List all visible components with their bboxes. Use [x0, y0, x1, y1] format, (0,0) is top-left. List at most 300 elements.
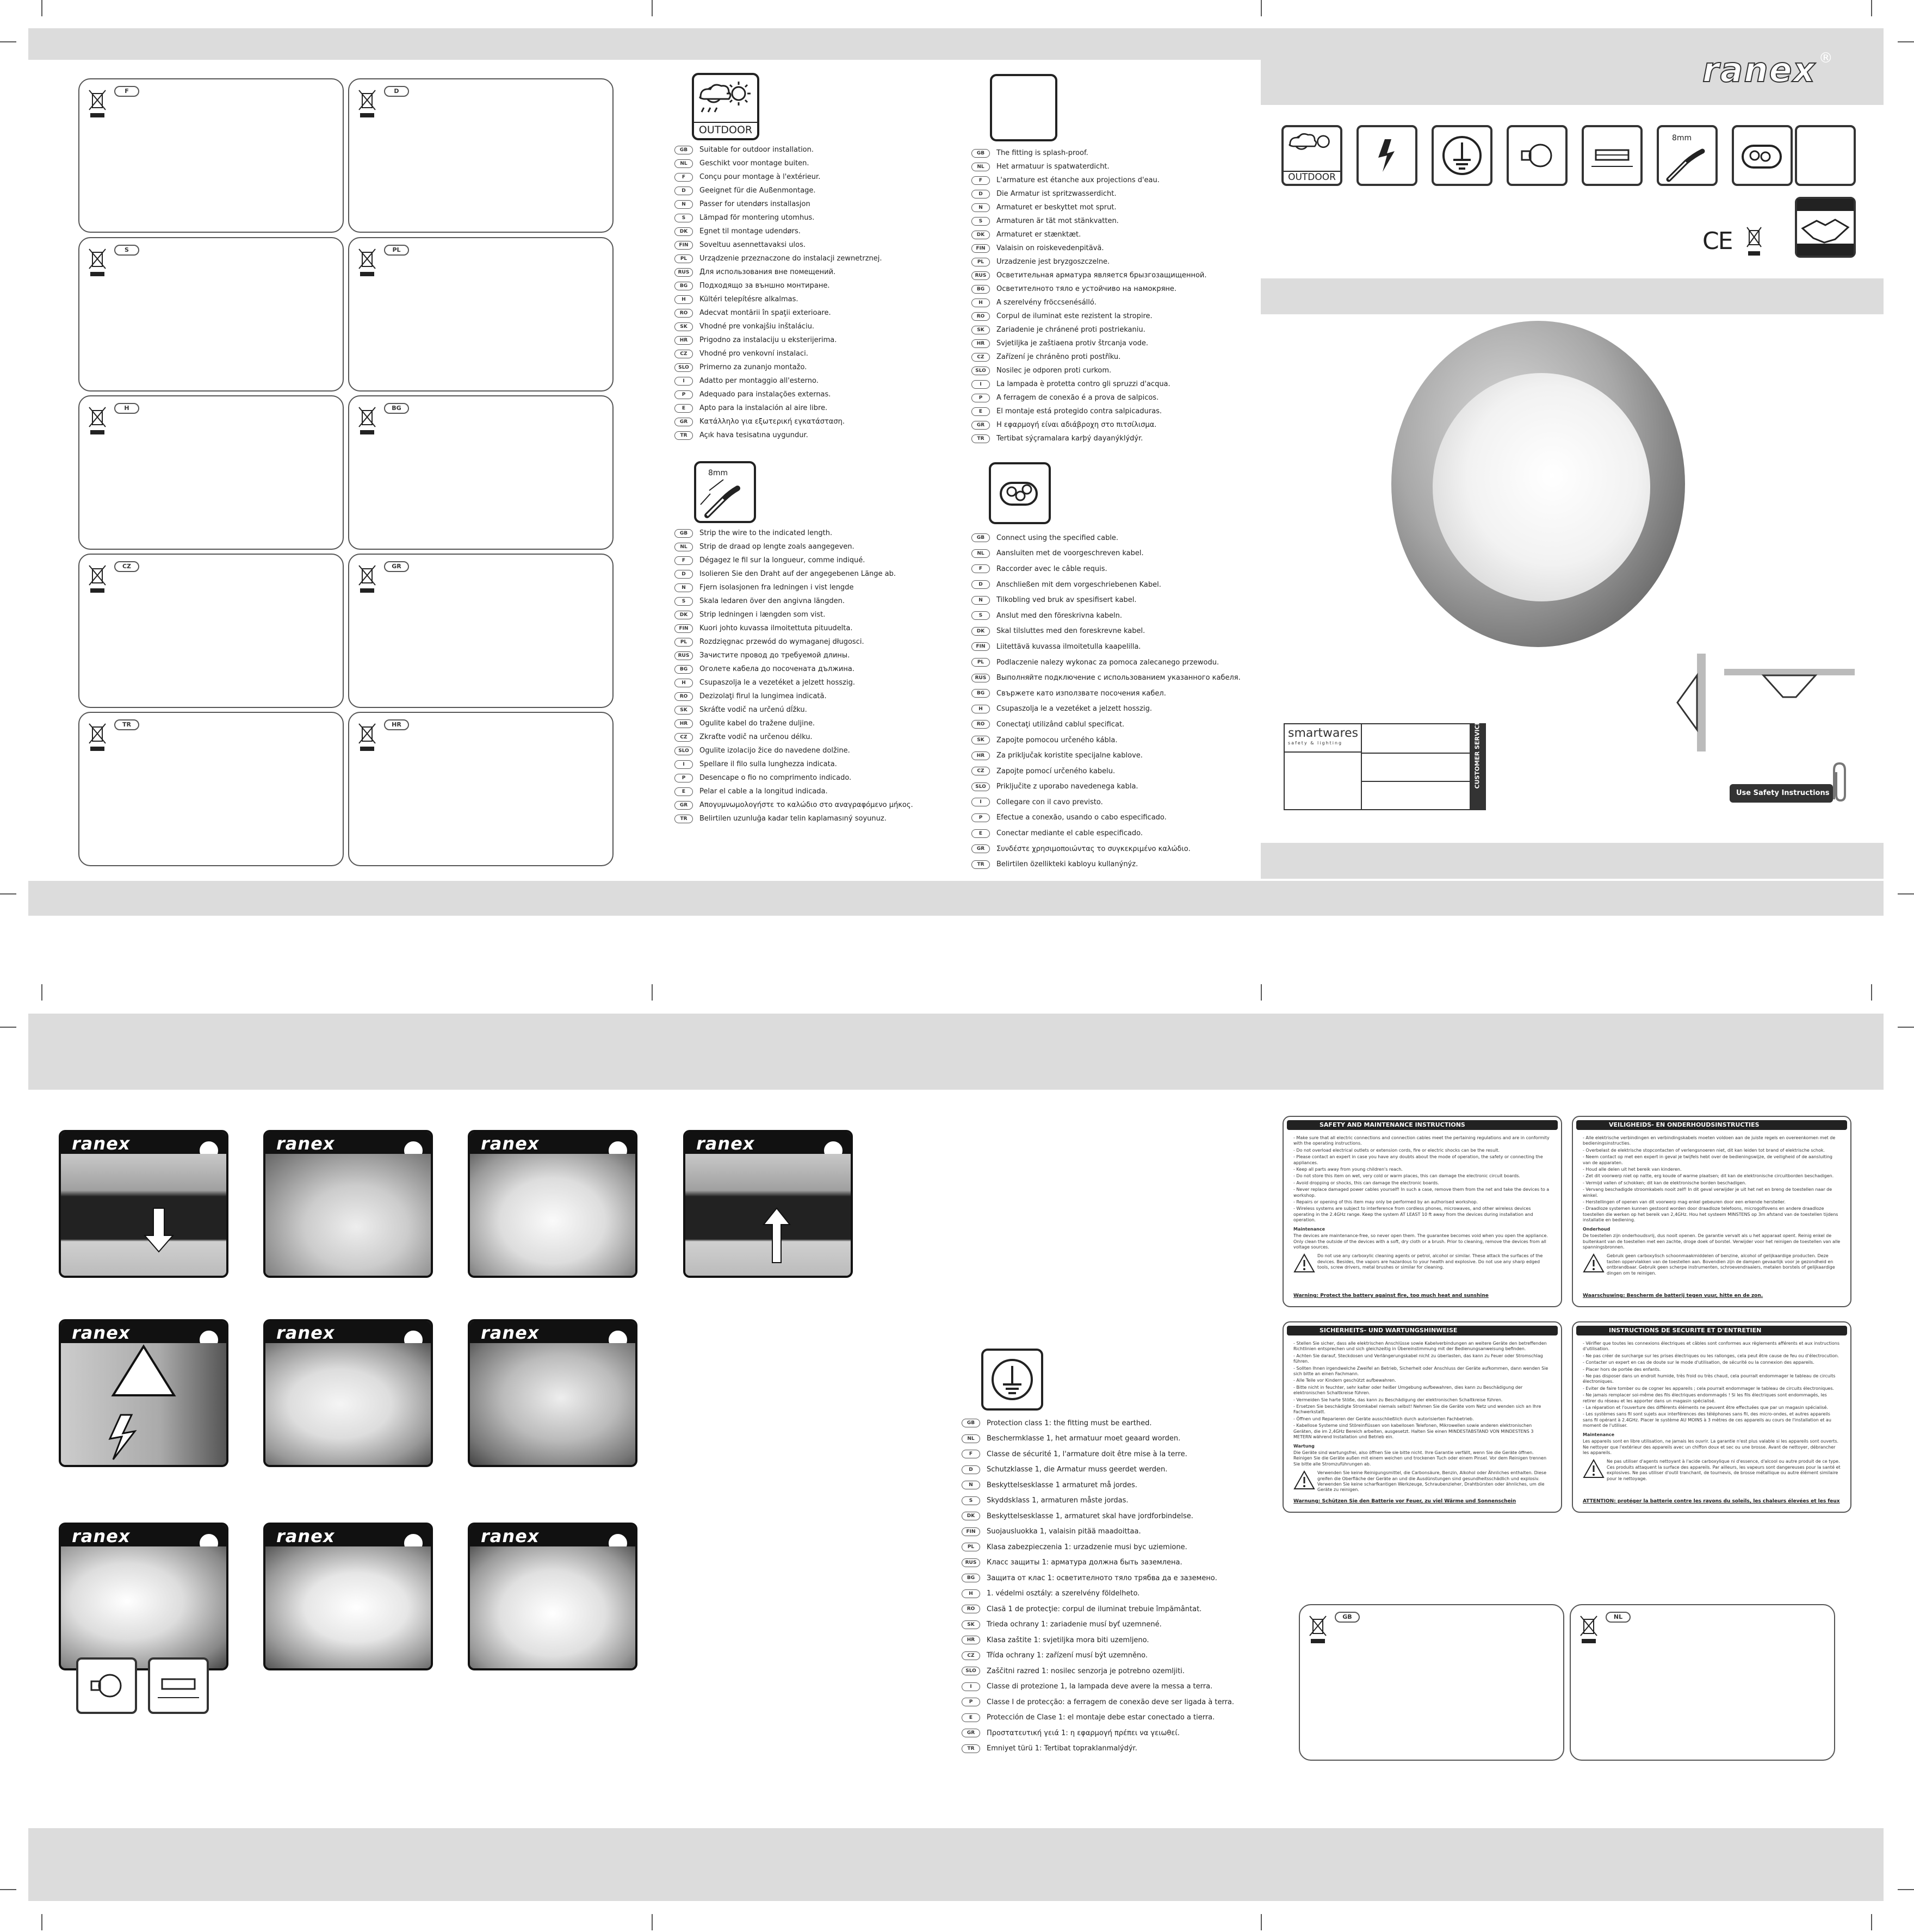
- language-code: P: [971, 813, 990, 822]
- arrow-up-icon: [685, 1154, 851, 1278]
- language-code: RUS: [674, 268, 693, 277]
- wire-icon: [696, 477, 754, 521]
- instruction-text: Ogulite izolacijo žice do navedene dolžine.: [699, 747, 850, 755]
- instruction-text: Зачистите провод до требуемой длины.: [699, 651, 850, 660]
- instruction-text: Zariadenie je chránené proti postriekaniu.: [996, 326, 1145, 334]
- language-code: D: [674, 570, 693, 579]
- language-code: SK: [674, 706, 693, 715]
- weee-bin-icon: [358, 88, 376, 119]
- bottom-band-right: [1261, 843, 1884, 879]
- language-line: [971, 686, 1241, 701]
- instruction-text: Класс защиты 1: арматура должна быть заземлена.: [987, 1558, 1182, 1567]
- language-code: D: [971, 190, 990, 198]
- second-sheet-bottom-band: [28, 1828, 1884, 1901]
- language-line: [674, 785, 913, 798]
- instruction-text: Conçu pour montage à l'extérieur.: [699, 173, 821, 181]
- instruction-text: Skyddsklass 1, armaturen måste jordas.: [987, 1496, 1129, 1505]
- safety-bullet: - Achten Sie darauf, Steckdosen und Verlängerungskabel nicht zu überlasten, das kann zu Feuer oder Stromschlag führen.: [1293, 1353, 1543, 1364]
- instruction-text: Beschermklasse 1, het armatuur moet geaard worden.: [987, 1434, 1181, 1443]
- instruction-text: Prigodno za instalaciju u eksterijerima.: [699, 336, 837, 344]
- language-code: RUS: [971, 271, 990, 280]
- sun-rain-icon: [694, 77, 757, 121]
- language-line: [971, 282, 1207, 296]
- language-line: [674, 526, 913, 540]
- instruction-text: Κατάλληλο για εξωτερική εγκατάσταση.: [699, 418, 845, 426]
- weee-bin-icon: [358, 247, 376, 277]
- weee-bin-icon: [88, 405, 107, 436]
- language-code: E: [971, 829, 990, 838]
- safety-bullet: - Ne jamais remplacer soi-même des fils électriques endommagés ! Si les fils électriques sont endommagés, les retirer du réseau et les apporter dans un magasin spécialisé.: [1583, 1393, 1827, 1403]
- safety-bullet: - Sollten Ihnen irgendwelche Zweifel an Betrieb, Sicherheit oder Anschluss der Geräte aufkommen, dann wenden Sie sich bitte an einen Fachmann.: [1293, 1365, 1548, 1377]
- language-code: SLO: [962, 1667, 980, 1675]
- language-code: FIN: [674, 241, 693, 250]
- language-code: RO: [674, 692, 693, 701]
- caution-row: [1293, 1470, 1551, 1494]
- instruction-text: 1. védelmi osztály: a szerelvény földelheto.: [987, 1589, 1140, 1598]
- instruction-text: Осветителното тяло е устойчиво на намокряне.: [996, 285, 1177, 293]
- language-line: [971, 592, 1241, 608]
- disposal-box: [1299, 1604, 1564, 1761]
- language-line: [971, 732, 1241, 748]
- instruction-text: Ogulite kabel do tražene duljine.: [699, 719, 815, 728]
- earth-class-icon: [981, 1349, 1043, 1411]
- handshake-icon: [1795, 197, 1856, 258]
- instruction-text: Anslut med den föreskrivna kabeln.: [996, 611, 1123, 620]
- wall-mount-diagram: [1653, 654, 1719, 751]
- language-line: [674, 143, 882, 157]
- instruction-text: Armaturen är tät mot stänkvatten.: [996, 217, 1119, 225]
- language-line: [674, 374, 882, 388]
- language-line: [971, 146, 1207, 160]
- crop-mark: [0, 1889, 16, 1890]
- language-code: D: [971, 580, 990, 589]
- language-code: H: [962, 1589, 980, 1598]
- weee-bin-icon: [1746, 225, 1762, 258]
- language-code: RUS: [962, 1558, 980, 1567]
- maintenance-text: Les appareils sont en libre utilisation, ne jamais les ouvrir. La garantie n'est plus valable si les appareils sont ouverts. Ne nettoyer que l'extérieur des appareils avec un chiffon doux et sec ou une brosse. Avant de nettoyer, débrancher les appareils.: [1583, 1439, 1839, 1455]
- language-line: [962, 1508, 1234, 1524]
- language-code: SK: [971, 736, 990, 744]
- language-line: [674, 238, 882, 252]
- language-code: HR: [971, 751, 990, 760]
- divider: [1285, 751, 1361, 753]
- language-code: GR: [384, 561, 409, 572]
- feature-wire-length: 8mm: [1672, 134, 1692, 142]
- language-line: [962, 1679, 1234, 1695]
- language-line: [971, 173, 1207, 187]
- instruction-text: Zaščitni razred 1: nosilec senzorja je potrebno ozemljiti.: [987, 1667, 1185, 1675]
- drill-photo: [61, 1343, 226, 1465]
- instruction-text: Защита от клас 1: осветителното тяло трябва да е заземено.: [987, 1574, 1217, 1582]
- divider: [1361, 724, 1362, 809]
- language-line: [962, 1741, 1234, 1757]
- crop-mark: [1871, 984, 1872, 1001]
- language-code: GR: [971, 421, 990, 430]
- mount-base-photo: [265, 1343, 431, 1465]
- disposal-box: [78, 237, 344, 392]
- caution-row: [1583, 1459, 1841, 1483]
- language-code: TR: [962, 1744, 980, 1753]
- language-line: [674, 293, 882, 306]
- insert-bulb-photo: [61, 1546, 226, 1668]
- weee-bin-icon: [88, 247, 107, 277]
- language-code: GB: [962, 1419, 980, 1427]
- instruction-text: Strip the wire to the indicated length.: [699, 529, 833, 537]
- language-line: [674, 540, 913, 554]
- language-code: F: [674, 173, 693, 182]
- instruction-text: Klasa zaštite 1: svjetiljka mora biti uzemljeno.: [987, 1636, 1149, 1644]
- instruction-text: El montaje está protegido contra salpicaduras.: [996, 407, 1162, 415]
- language-code: GB: [971, 533, 990, 542]
- instruction-text: Dezizolaţi firul la lungimea indicată.: [699, 692, 827, 700]
- safety-title: SICHERHEITS- UND WARTUNGSHINWEISE: [1287, 1326, 1558, 1335]
- lightning-icon: [1359, 127, 1415, 184]
- instruction-text: Liitettävä kuvassa ilmoitetulla kaapelilla.: [996, 642, 1141, 651]
- warning-triangle-icon: [61, 1343, 226, 1467]
- language-code: NL: [674, 159, 693, 168]
- ce-mark: CE: [1702, 227, 1732, 255]
- weee-bin-icon: [358, 563, 376, 594]
- instruction-text: Zkraťte vodič na určenou délku.: [699, 733, 813, 741]
- language-code: RO: [971, 720, 990, 729]
- language-code: GR: [674, 801, 693, 810]
- language-line: [674, 703, 913, 717]
- instruction-text: Svjetiljka je zaštiaena protiv štrcanja vode.: [996, 339, 1149, 347]
- top-band: [28, 28, 1884, 60]
- cfl-icon: [148, 1657, 209, 1714]
- language-line: [962, 1601, 1234, 1617]
- language-code: H: [114, 403, 139, 414]
- step-brand: ranex: [72, 1322, 131, 1343]
- crop-mark: [41, 0, 42, 16]
- instruction-text: Belirtilen uzunluğa kadar telin kaplamasıný soyunuz.: [699, 815, 887, 823]
- language-code: PL: [962, 1543, 980, 1551]
- instruction-text: Connect using the specified cable.: [996, 533, 1119, 542]
- language-code: HR: [962, 1636, 980, 1644]
- instruction-text: Apto para la instalación al aire libre.: [699, 404, 828, 412]
- language-code: BG: [384, 403, 409, 414]
- crop-mark: [41, 984, 42, 1001]
- safety-bullet: - Please contact an expert in case you have any doubts about the mode of operation, the safety or connecting the appliances.: [1293, 1154, 1543, 1165]
- language-code: SK: [674, 322, 693, 331]
- safety-bullet: - La réparation et l'ouverture des différents éléments ne peuvent être effectuées que par un magasin spécialisé.: [1583, 1405, 1828, 1411]
- language-line: [971, 530, 1241, 546]
- safety-bullet: - Neem contact op met een expert in geval je twijfels hebt over de bedieningswijze, de veiligheid of de aansluiting van de apparaten.: [1583, 1154, 1832, 1165]
- crop-mark: [1261, 1914, 1262, 1930]
- weee-bin-icon: [1579, 1614, 1598, 1644]
- language-code: N: [674, 200, 693, 209]
- instruction-text: Belirtilen özellikteki kabloyu kullanýnýz.: [996, 860, 1138, 869]
- language-line: [971, 228, 1207, 241]
- weee-bin-icon: [358, 722, 376, 752]
- divider: [1361, 781, 1470, 782]
- tighten-cover-photo: [470, 1546, 635, 1668]
- screws-photo: [470, 1154, 635, 1276]
- instruction-text: Tertibat sýçramalara karþý dayanýklýdýr.: [996, 434, 1143, 443]
- language-code: DK: [971, 231, 990, 239]
- warning-triangle-icon: [1293, 1253, 1317, 1275]
- language-code: GB: [674, 529, 693, 538]
- light-bulb-icon: [78, 1660, 135, 1712]
- cable-language-list: [971, 530, 1241, 872]
- language-line: [971, 323, 1207, 337]
- language-code: F: [971, 564, 990, 573]
- instruction-text: Efectue a conexão, usando o cabo especificado.: [996, 813, 1167, 822]
- language-line: [674, 757, 913, 771]
- wire-length-label: 8mm: [708, 469, 728, 477]
- protective-earth-icon: [983, 1351, 1041, 1408]
- instruction-text: Strip ledningen i længden som vist.: [699, 611, 826, 619]
- disposal-box: [78, 712, 344, 866]
- language-code: P: [674, 390, 693, 399]
- crop-mark: [0, 1027, 16, 1028]
- safety-bullet: - Ne pas disposer dans un endroit humide, très froid ou très chaud, cela pourrait endommager le tableau de circuits électroniques.: [1583, 1374, 1836, 1384]
- cable-icon: [989, 462, 1051, 524]
- instruction-text: Passer for utendørs installasjon: [699, 200, 810, 208]
- safety-bullet: - Eviter de faire tomber ou de cogner les appareils ; cela pourrait endommager le tableau de circuits électroniques.: [1583, 1386, 1835, 1391]
- language-code: BG: [674, 282, 693, 290]
- feature-voltage-icon: [1356, 125, 1417, 186]
- step-brand: ranex: [696, 1133, 755, 1154]
- language-code: I: [674, 760, 693, 769]
- instruction-text: Emniyet türü 1: Tertibat topraklanmalýdýr.: [987, 1744, 1137, 1753]
- caution-text: Gebruik geen carboxylisch schoonmaakmiddelen of benzine, alcohol of gelijkaardige producten. Deze tasten oppervlakken van de toestellen aan. Bovendien zijn de dampen gevaarlijk voor je gezondheid en ontbrandbaar. Gebruik geen scherpe instrumenten, schroevendraaiers, metalen borstels of gelijkaardige dingen om te reinigen.: [1607, 1253, 1835, 1276]
- instruction-text: Spellare il filo sulla lunghezza indicata.: [699, 760, 837, 768]
- step-3: [468, 1130, 637, 1278]
- language-code: NL: [674, 543, 693, 551]
- language-line: [674, 225, 882, 238]
- step-1: [59, 1130, 228, 1278]
- light-bulb-icon: [1509, 127, 1565, 184]
- language-line: [971, 841, 1241, 857]
- crop-mark: [0, 893, 16, 894]
- language-line: [971, 350, 1207, 364]
- language-code: PL: [674, 254, 693, 263]
- language-line: [962, 1539, 1234, 1555]
- language-line: [674, 320, 882, 333]
- language-line: [962, 1415, 1234, 1431]
- language-line: [674, 594, 913, 608]
- safety-title: INSTRUCTIONS DE SECURITE ET D'ENTRETIEN: [1576, 1326, 1847, 1335]
- language-line: [674, 635, 913, 649]
- feature-earth-icon: [1432, 125, 1492, 186]
- safety-instructions-box: [1572, 1116, 1851, 1307]
- instruction-text: Classe I de protecção: a ferragem de conexão deve ser ligada à terra.: [987, 1698, 1235, 1706]
- language-code: FIN: [962, 1527, 980, 1536]
- safety-bullet: - Zet dit voorwerp niet op natte, erg koude of warme plaatsen; dit kan de elektronische circuitborden beschadigen.: [1583, 1173, 1834, 1179]
- caution-text: Ne pas utiliser d'agents nettoyant à l'acide carboxylique ni d'essence, d'alcool ou autre produit de ce type. Ces produits attaquent la surface des appareils. Par ailleurs, les vapeurs sont dangereuses pour la santé et explosives. Ne pas utiliser d'outil tranchant, de tournevis, de brosse métallique ou autre élément similaire pour le nettoyage.: [1607, 1459, 1841, 1481]
- language-code: P: [971, 394, 990, 402]
- language-line: [971, 160, 1207, 173]
- paperclip-icon: [1828, 761, 1851, 805]
- caution-text: Verwenden Sie keine Reinigungsmittel, die Carbonsäure, Benzin, Alkohol oder Ähnliches enthalten. Diese greifen die Oberfläche der Geräte an und die Ausdünstungen sind gesundheitsschädlich und explosiv. Verwenden Sie keine scharfkantigen Werkzeuge, Schraubenzieher, Drahtbürsten oder ähnliches, um die Geräte zu reinigen.: [1317, 1470, 1547, 1493]
- feature-outdoor-icon: [1281, 125, 1342, 186]
- safety-bullet: - Never replace damaged power cables yourself! In such a case, remove them from the net and take the devices to a workshop.: [1293, 1187, 1550, 1198]
- safety-instructions-box: [1283, 1321, 1562, 1513]
- instruction-text: Подходящо за външно монтиране.: [699, 282, 830, 290]
- language-line: [674, 428, 882, 442]
- instruction-text: Skráťte vodič na určenú dĺžku.: [699, 706, 807, 714]
- instruction-text: Csupaszolja le a vezetéket a jelzett hosszig.: [699, 679, 855, 687]
- step-7: [468, 1319, 637, 1467]
- instruction-text: Zapojte pomocou určeného kábla.: [996, 736, 1118, 744]
- language-code: BG: [674, 665, 693, 674]
- language-code: I: [971, 798, 990, 806]
- disposal-box: [348, 78, 614, 233]
- instruction-text: Egnet til montage udendørs.: [699, 227, 801, 235]
- instruction-text: Protección de Clase 1: el montaje debe estar conectado a tierra.: [987, 1713, 1215, 1722]
- instruction-text: Beskyttelsesklasse 1 armaturet må jordes.: [987, 1481, 1137, 1489]
- language-code: S: [114, 245, 139, 256]
- instruction-text: Conectaţi utilizând cablul specificat.: [996, 720, 1125, 729]
- language-code: CZ: [962, 1651, 980, 1660]
- weee-bin-icon: [88, 722, 107, 752]
- language-line: [971, 546, 1241, 562]
- language-line: [962, 1570, 1234, 1586]
- language-line: [962, 1663, 1234, 1679]
- maintenance-text: The devices are maintenance-free, so never open them. The guarantee becomes void when you open the appliance. Only clean the outside of the devices with a soft, dry cloth or a brush. Prior to cleaning, remove the devices from all voltage sources.: [1293, 1233, 1548, 1250]
- language-line: [674, 662, 913, 676]
- language-line: [971, 241, 1207, 255]
- language-code: SK: [962, 1620, 980, 1629]
- safety-bullet: - Vérifier que toutes les connexions électriques et câbles sont conformes aux règlements afférents et aux instructions d'utilisation.: [1583, 1341, 1840, 1352]
- weee-bin-icon: [88, 88, 107, 119]
- language-code: GB: [971, 149, 990, 158]
- language-code: CZ: [971, 767, 990, 775]
- smartwares-tagline: safety & lighting: [1288, 741, 1343, 746]
- language-code: H: [674, 679, 693, 687]
- safety-bullet: - Ne pas créer de surcharge sur les prises électriques ou les rallonges, cela peut être cause de feu ou d'électrocution.: [1583, 1353, 1839, 1358]
- language-code: NL: [962, 1434, 980, 1443]
- disposal-box: [78, 395, 344, 550]
- language-code: DK: [674, 611, 693, 619]
- language-code: FIN: [674, 624, 693, 633]
- instruction-text: Vhodné pro venkovní instalaci.: [699, 350, 808, 358]
- step-brand: ranex: [481, 1322, 540, 1343]
- instruction-text: Kuori johto kuvassa ilmoitettuta pituudelta.: [699, 624, 853, 632]
- battery-warning: Waarschuwing: Bescherm de batterij tegen vuur, hitte en de zon.: [1583, 1293, 1763, 1299]
- language-code: GR: [674, 418, 693, 426]
- instruction-text: Trieda ochrany 1: zariadenie musí byť uzemnené.: [987, 1620, 1162, 1629]
- language-line: [674, 415, 882, 428]
- language-line: [674, 333, 882, 347]
- attach-glass-photo: [265, 1546, 431, 1668]
- language-code: E: [971, 407, 990, 416]
- language-code: N: [962, 1481, 980, 1489]
- safety-bullet: - Do not overload electrical outlets or extension cords, fire or electric shocks can be the result.: [1293, 1147, 1500, 1153]
- step-brand: ranex: [72, 1526, 131, 1546]
- caution-row: [1293, 1253, 1551, 1275]
- feature-outdoor-label: OUTDOOR: [1284, 171, 1340, 183]
- language-line: [674, 689, 913, 703]
- language-code: D: [384, 86, 409, 97]
- language-code: HR: [971, 339, 990, 348]
- language-code: E: [674, 787, 693, 796]
- language-line: [962, 1493, 1234, 1509]
- sun-rain-icon: [1284, 127, 1340, 165]
- language-code: I: [674, 377, 693, 386]
- instruction-text: Tilkobling ved bruk av spesifisert kabel.: [996, 596, 1137, 605]
- instruction-text: Оголете кабела до посочената дължина.: [699, 665, 854, 673]
- language-line: [674, 622, 913, 635]
- customer-service-label: CUSTOMER SERVICE: [1473, 720, 1481, 789]
- outdoor-language-list: [674, 143, 882, 442]
- instruction-text: Для использования вне помещений.: [699, 268, 836, 276]
- language-line: [674, 717, 913, 730]
- wire-icon: [1659, 142, 1715, 186]
- use-safety-instructions-label: Use Safety Instructions: [1736, 789, 1830, 797]
- step-brand: ranex: [481, 1133, 540, 1154]
- language-code: SK: [971, 326, 990, 334]
- step-brand: ranex: [276, 1322, 335, 1343]
- language-line: [971, 763, 1241, 779]
- disposal-box: [78, 78, 344, 233]
- instruction-text: Primerno za zunanjo montažo.: [699, 363, 807, 371]
- maintenance-title: Wartung: [1293, 1443, 1315, 1449]
- crop-mark: [652, 1914, 653, 1930]
- maintenance-title: Maintenance: [1293, 1226, 1325, 1232]
- instruction-text: Geschikt voor montage buiten.: [699, 159, 809, 167]
- language-line: [962, 1462, 1234, 1478]
- maintenance-title: Onderhoud: [1583, 1226, 1611, 1232]
- handshake-graphic-icon: [1797, 199, 1854, 256]
- language-line: [971, 296, 1207, 309]
- divider: [1361, 753, 1470, 754]
- energy-saving-bulb-icon: [150, 1660, 207, 1712]
- crop-mark: [41, 1914, 42, 1930]
- wire-strip-icon: [694, 461, 756, 523]
- instruction-text: Desencape o fio no comprimento indicado.: [699, 774, 852, 782]
- language-code: H: [971, 705, 990, 713]
- instruction-text: Rozdzięgnac przewód do wymaganej długosci.: [699, 638, 864, 646]
- language-line: [971, 377, 1207, 391]
- language-code: BG: [962, 1574, 980, 1582]
- language-code: E: [674, 404, 693, 413]
- language-code: CZ: [971, 353, 990, 362]
- safety-bullet: - Repairs or opening of this item may only be performed by an authorised workshop.: [1293, 1200, 1478, 1205]
- language-code: S: [674, 597, 693, 606]
- language-line: [962, 1586, 1234, 1602]
- instruction-text: Podlaczenie nalezy wykonac za pomoca zalecanego przewodu.: [996, 658, 1219, 667]
- language-code: GR: [962, 1729, 980, 1737]
- language-line: [674, 554, 913, 567]
- safety-bullet: - Keep all parts away from young children's reach.: [1293, 1167, 1403, 1172]
- language-code: F: [674, 556, 693, 565]
- language-line: [971, 561, 1241, 577]
- language-line: [674, 197, 882, 211]
- instruction-text: Açık hava tesisatına uygundur.: [699, 431, 808, 439]
- language-code: HR: [384, 719, 409, 730]
- instruction-text: Raccorder avec le câble requis.: [996, 564, 1107, 573]
- language-line: [962, 1648, 1234, 1664]
- step-2: [263, 1130, 433, 1278]
- crop-mark: [1898, 1027, 1914, 1028]
- instruction-text: Clasă 1 de protecţie: corpul de iluminat trebuie împământat.: [987, 1605, 1202, 1613]
- language-code: RO: [971, 312, 990, 321]
- language-line: [674, 361, 882, 374]
- customer-service-box: [1284, 720, 1486, 810]
- instruction-text: Strip de draad op lengte zoals aangegeven.: [699, 543, 854, 551]
- language-code: FIN: [971, 642, 990, 651]
- step-10: [468, 1523, 637, 1670]
- safety-bullet: - Bitte nicht in feuchter, sehr kalter oder heißer Umgebung aufbewahren, dies kann zu Beschädigung der elektronischen Schaltkreise führen.: [1293, 1384, 1523, 1396]
- safety-bullet: - Les systèmes sans fil sont sujets aux interférences des téléphones sans fil, des micro-ondes, et autres appareils sans fil opérant à 2.4GHz. Placer le système AU MOINS à 3 mètres de ces appareils au cours de l'installation et au moment de l'utiliser.: [1583, 1412, 1831, 1428]
- language-line: [971, 608, 1241, 624]
- language-line: [674, 252, 882, 265]
- language-line: [674, 812, 913, 825]
- breaker-on-photo: [685, 1154, 851, 1276]
- warning-triangle-icon: [1293, 1470, 1317, 1492]
